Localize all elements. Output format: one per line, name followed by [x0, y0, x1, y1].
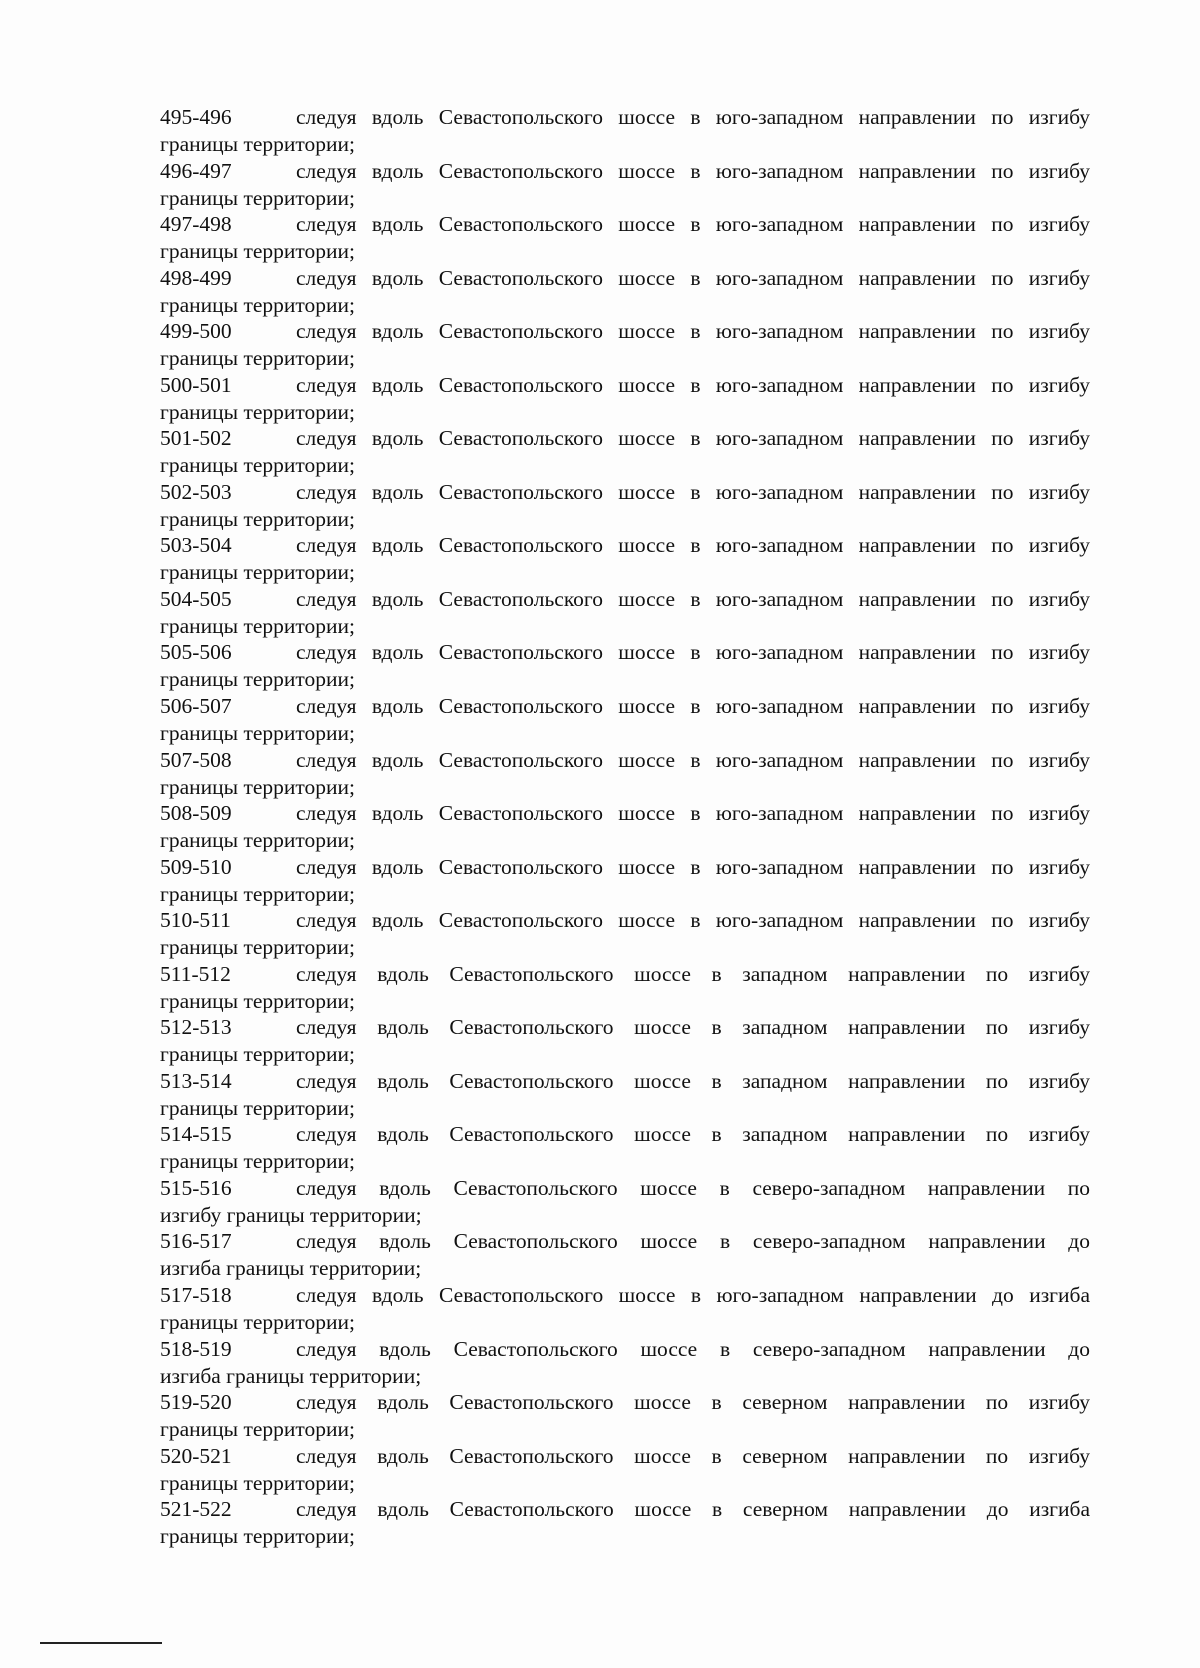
boundary-segment-entry — [160, 532, 1090, 586]
segment-description: следуя вдоль Севастопольского шоссе в юго-западном направлении по изгибу — [296, 372, 1090, 397]
segment-number: 507-508 — [160, 747, 232, 772]
boundary-segment-entry — [160, 211, 1090, 265]
boundary-segment-entry — [160, 1496, 1090, 1550]
boundary-segment-entry — [160, 1175, 1090, 1229]
segment-description-continuation: границы территории; — [160, 132, 355, 156]
segment-description-continuation: границы территории; — [160, 239, 355, 264]
segment-number: 520-521 — [160, 1443, 232, 1468]
segment-description: следуя вдоль Севастопольского шоссе в западном направлении по изгибу — [296, 1122, 1090, 1147]
segment-description-continuation: границы территории; — [160, 613, 355, 638]
segment-number: 496-497 — [160, 158, 232, 183]
segment-description-continuation: границы территории; — [160, 399, 355, 424]
segment-number: 505-506 — [160, 640, 232, 665]
entry-first-line — [160, 1389, 1090, 1416]
segment-description-continuation: границы территории; — [160, 506, 355, 531]
entry-first-line — [160, 1443, 1090, 1470]
segment-number: 511-512 — [160, 961, 231, 986]
boundary-segment-entry — [160, 425, 1090, 479]
segment-number: 498-499 — [160, 265, 232, 290]
segment-description-continuation: границы территории; — [160, 1095, 355, 1120]
boundary-segment-entry — [160, 1068, 1090, 1122]
segment-description: следуя вдоль Севастопольского шоссе в северном направлении по изгибу — [296, 1443, 1090, 1468]
segment-description: следуя вдоль Севастопольского шоссе в северном направлении по изгибу — [296, 1390, 1090, 1415]
boundary-segment-entry — [160, 639, 1090, 693]
entry-first-line — [160, 479, 1090, 506]
boundary-segment-entry — [160, 372, 1090, 426]
boundary-description-list — [160, 104, 1090, 1550]
segment-description: следуя вдоль Севастопольского шоссе в западном направлении по изгибу — [296, 961, 1090, 986]
segment-description-continuation: границы территории; — [160, 721, 355, 746]
segment-description-continuation: границы территории; — [160, 828, 355, 853]
boundary-segment-entry — [160, 1443, 1090, 1497]
segment-description: следуя вдоль Севастопольского шоссе в юго-западном направлении по изгибу — [296, 533, 1090, 558]
segment-description: следуя вдоль Севастопольского шоссе в юго-западном направлении по изгибу — [296, 801, 1090, 826]
segment-number: 503-504 — [160, 533, 232, 558]
segment-number: 518-519 — [160, 1336, 232, 1361]
segment-description-continuation: границы территории; — [160, 988, 355, 1013]
boundary-segment-entry — [160, 479, 1090, 533]
segment-description: следуя вдоль Севастопольского шоссе в юго-западном направлении до изгиба — [296, 1283, 1090, 1308]
footnote-separator — [40, 1642, 162, 1644]
boundary-segment-entry — [160, 747, 1090, 801]
entry-first-line — [160, 1068, 1090, 1095]
segment-description: следуя вдоль Севастопольского шоссе в юго-западном направлении по изгибу — [296, 747, 1090, 772]
boundary-segment-entry — [160, 907, 1090, 961]
entry-first-line — [160, 425, 1090, 452]
segment-description: следуя вдоль Севастопольского шоссе в северо-западном направлении до — [296, 1336, 1090, 1361]
entry-first-line — [160, 318, 1090, 345]
boundary-segment-entry — [160, 265, 1090, 319]
segment-number: 500-501 — [160, 372, 232, 397]
boundary-segment-entry — [160, 158, 1090, 212]
segment-description-continuation: границы территории; — [160, 560, 355, 585]
segment-description: следуя вдоль Севастопольского шоссе в юго-западном направлении по изгибу — [296, 694, 1090, 719]
entry-first-line — [160, 961, 1090, 988]
entry-first-line — [160, 1228, 1090, 1255]
segment-description-continuation: границы территории; — [160, 185, 355, 210]
segment-description: следуя вдоль Севастопольского шоссе в юго-западном направлении по изгибу — [296, 212, 1090, 237]
entry-first-line — [160, 800, 1090, 827]
entry-first-line — [160, 372, 1090, 399]
segment-description: следуя вдоль Севастопольского шоссе в юго-западном направлении по изгибу — [296, 319, 1090, 344]
segment-description-continuation: границы территории; — [160, 1524, 355, 1549]
segment-description-continuation: границы территории; — [160, 1310, 355, 1335]
boundary-segment-entry — [160, 961, 1090, 1015]
segment-description-continuation: границы территории; — [160, 1417, 355, 1442]
segment-description-continuation: границы территории; — [160, 667, 355, 692]
segment-description: следуя вдоль Севастопольского шоссе в юго-западном направлении по изгибу — [296, 854, 1090, 879]
segment-number: 513-514 — [160, 1068, 232, 1093]
entry-first-line — [160, 104, 1090, 131]
boundary-segment-entry — [160, 1389, 1090, 1443]
segment-description-continuation: границы территории; — [160, 1149, 355, 1174]
segment-description-continuation: границы территории; — [160, 1470, 355, 1495]
entry-first-line — [160, 211, 1090, 238]
segment-number: 506-507 — [160, 694, 232, 719]
segment-description: следуя вдоль Севастопольского шоссе в западном направлении по изгибу — [296, 1015, 1090, 1040]
segment-description-continuation: изгибу границы территории; — [160, 1202, 422, 1227]
segment-number: 512-513 — [160, 1015, 232, 1040]
segment-description-continuation: границы территории; — [160, 881, 355, 906]
segment-number: 517-518 — [160, 1283, 232, 1308]
boundary-segment-entry — [160, 318, 1090, 372]
segment-number: 514-515 — [160, 1122, 232, 1147]
segment-number: 519-520 — [160, 1390, 232, 1415]
segment-description: следуя вдоль Севастопольского шоссе в юго-западном направлении по изгибу — [296, 586, 1090, 611]
boundary-segment-entry — [160, 586, 1090, 640]
segment-number: 516-517 — [160, 1229, 232, 1254]
entry-first-line — [160, 1282, 1090, 1309]
segment-description-continuation: границы территории; — [160, 346, 355, 371]
boundary-segment-entry — [160, 1121, 1090, 1175]
segment-number: 497-498 — [160, 212, 232, 237]
boundary-segment-entry — [160, 104, 1090, 158]
segment-number: 495-496 — [160, 105, 232, 129]
segment-number: 515-516 — [160, 1175, 232, 1200]
segment-description-continuation: изгиба границы территории; — [160, 1363, 422, 1388]
entry-first-line — [160, 639, 1090, 666]
entry-first-line — [160, 586, 1090, 613]
segment-description: следуя вдоль Севастопольского шоссе в юго-западном направлении по изгибу — [296, 105, 1090, 129]
segment-description: следуя вдоль Севастопольского шоссе в юго-западном направлении по изгибу — [296, 426, 1090, 451]
segment-description-continuation: границы территории; — [160, 292, 355, 317]
segment-description: следуя вдоль Севастопольского шоссе в юго-западном направлении по изгибу — [296, 479, 1090, 504]
segment-description-continuation: изгиба границы территории; — [160, 1256, 422, 1281]
segment-description-continuation: границы территории; — [160, 1042, 355, 1067]
segment-number: 499-500 — [160, 319, 232, 344]
segment-description-continuation: границы территории; — [160, 774, 355, 799]
segment-number: 508-509 — [160, 801, 232, 826]
segment-number: 521-522 — [160, 1497, 232, 1522]
boundary-segment-entry — [160, 854, 1090, 908]
boundary-segment-entry — [160, 1014, 1090, 1068]
segment-description: следуя вдоль Севастопольского шоссе в северном направлении до изгиба — [296, 1497, 1090, 1522]
boundary-segment-entry — [160, 1228, 1090, 1282]
entry-first-line — [160, 1175, 1090, 1202]
segment-description: следуя вдоль Севастопольского шоссе в северо-западном направлении по — [296, 1175, 1090, 1200]
segment-description: следуя вдоль Севастопольского шоссе в западном направлении по изгибу — [296, 1068, 1090, 1093]
entry-first-line — [160, 1121, 1090, 1148]
segment-description-continuation: границы территории; — [160, 453, 355, 478]
segment-number: 502-503 — [160, 479, 232, 504]
segment-number: 504-505 — [160, 586, 232, 611]
boundary-segment-entry — [160, 1282, 1090, 1336]
entry-first-line — [160, 907, 1090, 934]
segment-description: следуя вдоль Севастопольского шоссе в юго-западном направлении по изгибу — [296, 265, 1090, 290]
segment-number: 501-502 — [160, 426, 232, 451]
entry-first-line — [160, 747, 1090, 774]
boundary-segment-entry — [160, 1336, 1090, 1390]
entry-first-line — [160, 1336, 1090, 1363]
segment-description: следуя вдоль Севастопольского шоссе в юго-западном направлении по изгибу — [296, 908, 1090, 933]
segment-description: следуя вдоль Севастопольского шоссе в юго-западном направлении по изгибу — [296, 158, 1090, 183]
entry-first-line — [160, 693, 1090, 720]
entry-first-line — [160, 158, 1090, 185]
segment-number: 509-510 — [160, 854, 232, 879]
entry-first-line — [160, 1496, 1090, 1523]
segment-number: 510-511 — [160, 908, 231, 933]
entry-first-line — [160, 1014, 1090, 1041]
segment-description: следуя вдоль Севастопольского шоссе в юго-западном направлении по изгибу — [296, 640, 1090, 665]
segment-description: следуя вдоль Севастопольского шоссе в северо-западном направлении до — [296, 1229, 1090, 1254]
boundary-segment-entry — [160, 693, 1090, 747]
segment-description-continuation: границы территории; — [160, 935, 355, 960]
entry-first-line — [160, 532, 1090, 559]
entry-first-line — [160, 854, 1090, 881]
entry-first-line — [160, 265, 1090, 292]
boundary-segment-entry — [160, 800, 1090, 854]
